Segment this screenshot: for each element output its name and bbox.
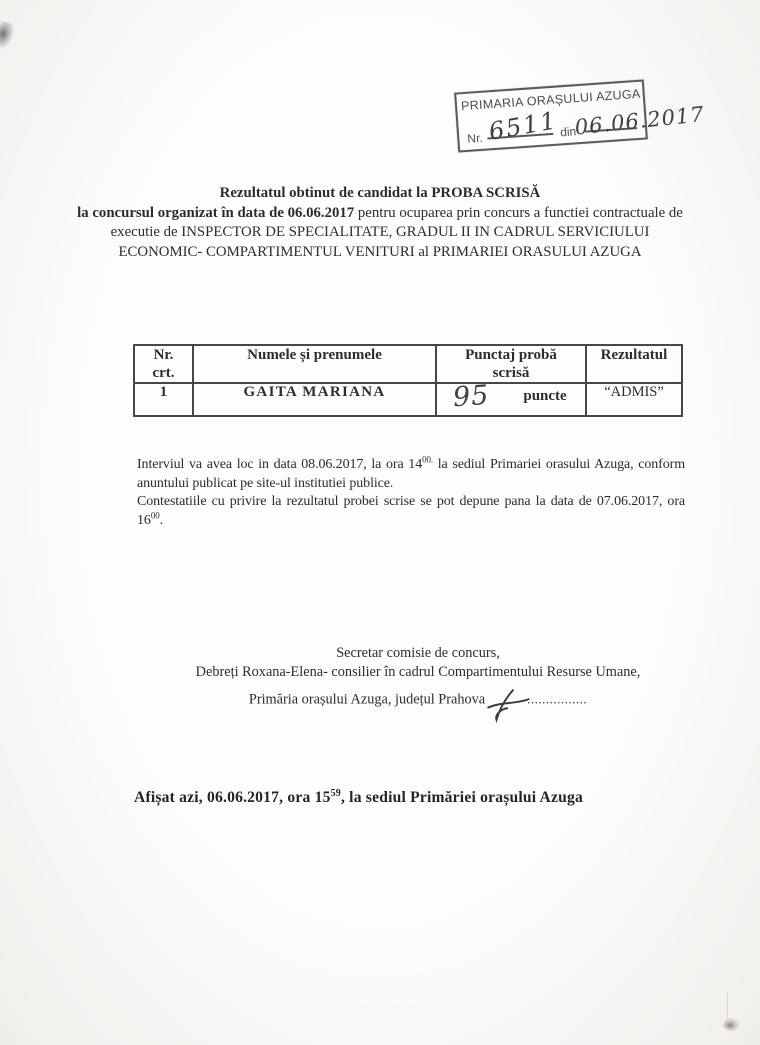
- body-paragraph-interview: Interviul va avea loc in data 08.06.2017, la ora $14^{00.}$ la sediul Primariei orasului Azuga, conform anuntului publicat pe site-ul institutiei publice.: [137, 454, 685, 491]
- signature-block: [133, 644, 703, 719]
- stamp-number-label: Nr.: [466, 130, 484, 146]
- handwritten-score: 95: [451, 379, 491, 414]
- handwritten-registry-number: 6511: [486, 106, 560, 146]
- table-row: [134, 383, 682, 416]
- superscript-minutes: 59: [330, 787, 341, 799]
- body-paragraph-contestation: Contestatiile cu privire la rezultatul probei scrise se pot depune pana la data de 07.06.2017, ora $16^{00}$.: [137, 494, 685, 528]
- cell-result: “ADMIS”: [586, 383, 682, 416]
- body-text: [137, 456, 685, 530]
- signature-role-line: Secretar comisie de concurs,: [336, 645, 500, 661]
- superscript-hour: 00.: [422, 454, 434, 465]
- scan-scratch-bottom-right: [727, 992, 728, 1020]
- table-header-row: [134, 345, 682, 383]
- scan-smudge-bottom-right: [723, 1018, 740, 1031]
- title-rest: pentru ocuparea prin concurs a functiei contractuale de executie de INSPECTOR DE SPECIALITATE, GRADUL II IN CADRUL SERVICIULUI ECONOMIC- COMPARTIMENTUL VENITURI al PRIMARIEI ORASULUI AZUGA: [110, 204, 683, 260]
- stamp-din-label: din: [559, 124, 577, 140]
- posting-note: Afișat azi, 06.06.2017, ora $15^{59}$, la sediul Primăriei orașului Azuga: [134, 787, 583, 806]
- cell-candidate-name: GAITA MARIANA: [193, 383, 436, 416]
- dotted-line: ................: [527, 691, 588, 707]
- handwritten-signature-mark: [485, 686, 531, 724]
- cell-score: [436, 379, 586, 416]
- header-result: Rezultatul: [586, 345, 682, 383]
- registry-stamp: [454, 79, 706, 152]
- title-line-1: Rezultatul obtinut de candidat la PROBA SCRISĂ: [219, 185, 541, 201]
- document-title: [76, 184, 684, 262]
- signature-name-line: Debreți Roxana-Elena- consilier în cadrul Compartimentului Resurse Umane,: [195, 663, 641, 680]
- handwritten-registry-date: 06.06.2017: [573, 102, 706, 140]
- title-line-2-bold: la concursul organizat în data de 06.06.2017: [77, 204, 355, 221]
- header-name: Numele și prenumele: [193, 345, 436, 383]
- stamp-org-name: PRIMARIA ORAȘULUI AZUGA: [460, 86, 642, 114]
- superscript-hour: 00: [150, 510, 160, 521]
- scan-smudge-top-left: [0, 20, 17, 52]
- header-nr-crt: Nr. crt.: [134, 345, 193, 383]
- score-unit-label: puncte: [523, 388, 567, 404]
- cell-row-number: 1: [134, 383, 193, 416]
- results-table: [133, 344, 683, 417]
- signature-institution-line: Primăria orașului Azuga, județul Prahova ................: [133, 681, 703, 719]
- header-score: Punctaj probă scrisă: [436, 345, 586, 383]
